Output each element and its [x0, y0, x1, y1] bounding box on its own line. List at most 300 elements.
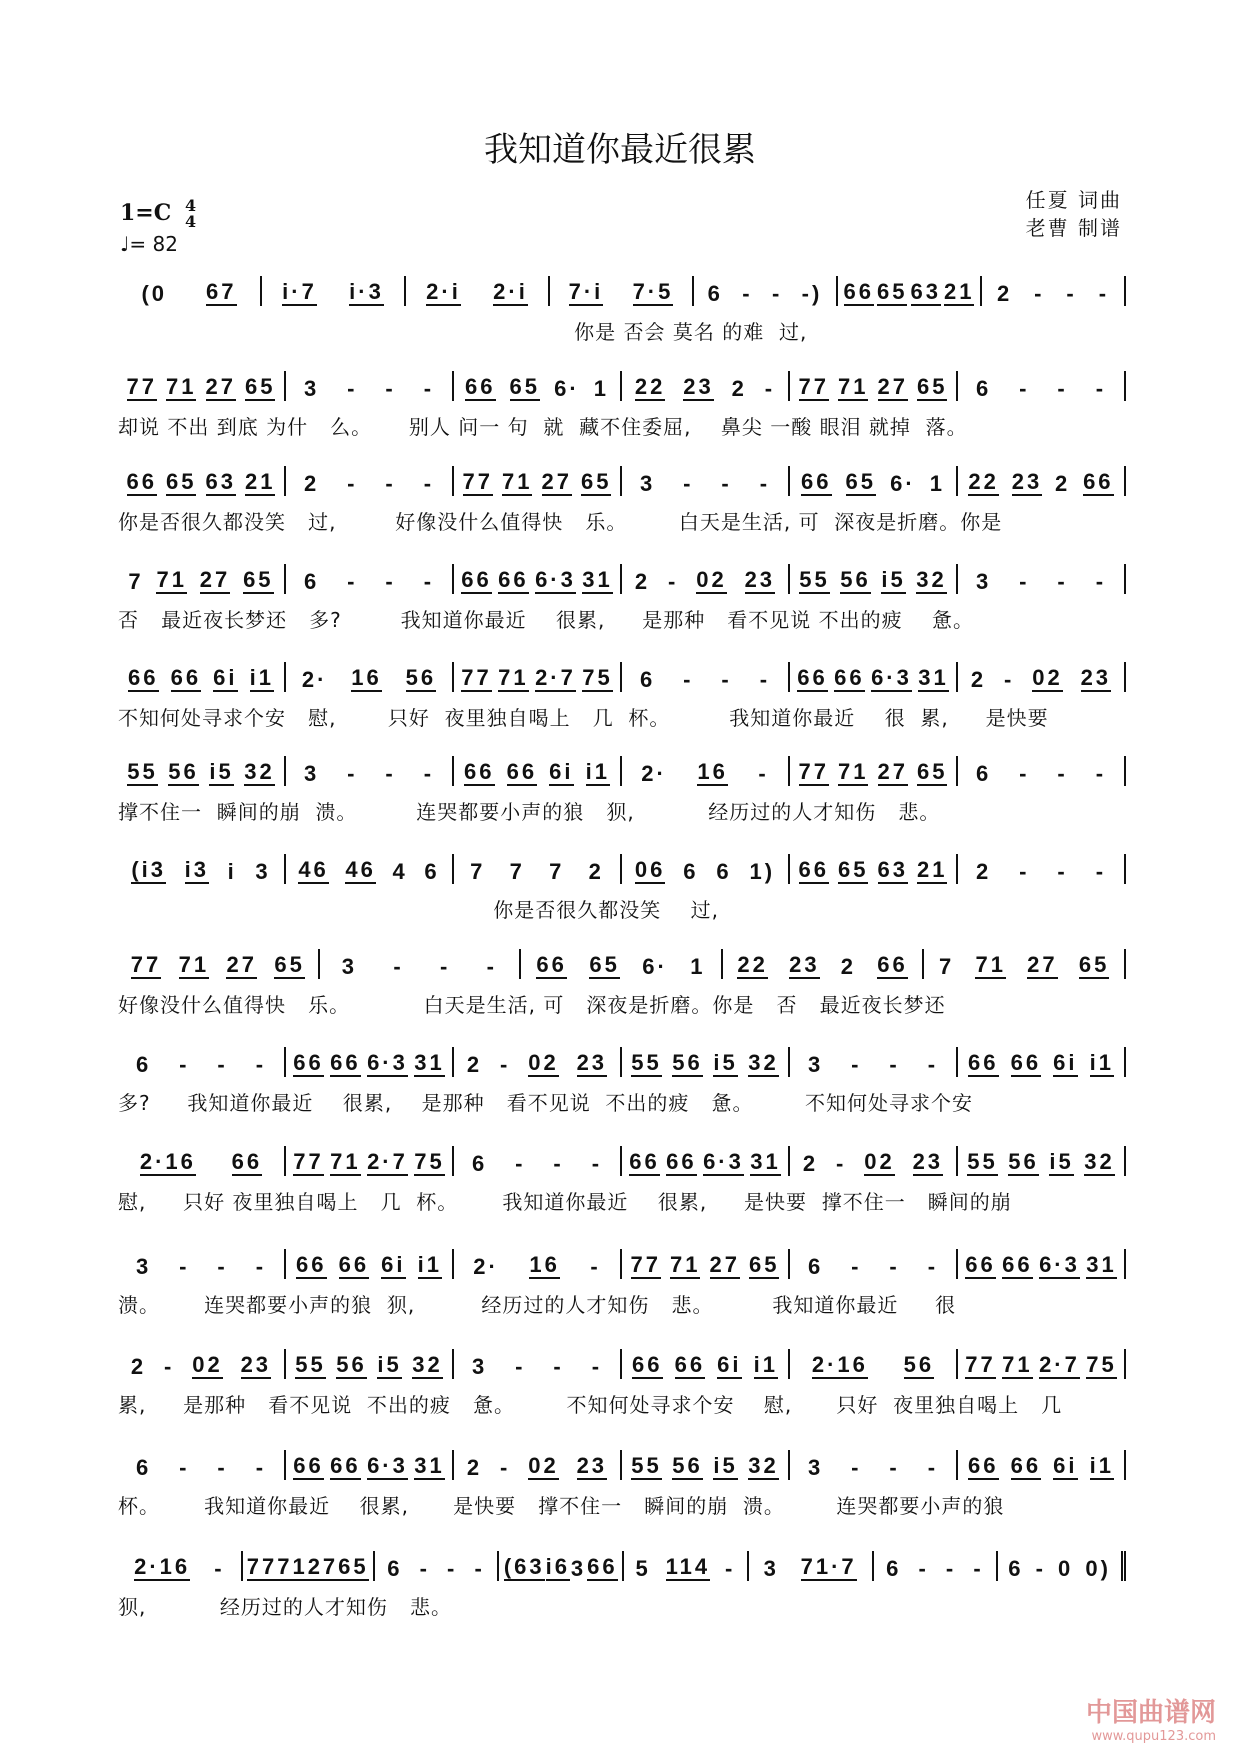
note-group: 2 — [466, 1455, 483, 1480]
note-group: 66 — [170, 665, 202, 690]
note-group: 2 — [970, 667, 987, 692]
note-group: - — [217, 1254, 228, 1279]
note-group: 31 — [750, 1149, 781, 1174]
measure — [286, 662, 454, 692]
note-group: - — [515, 1151, 526, 1176]
note-group: 66 — [666, 1149, 697, 1174]
note-group: 6·3 — [367, 1050, 408, 1075]
note-group: 22 — [634, 374, 666, 399]
note-group: 21 — [917, 857, 948, 882]
score-line — [118, 560, 1126, 633]
note-group: 56 — [840, 567, 871, 592]
measure — [622, 371, 790, 401]
note-group: 6 — [135, 1052, 152, 1077]
note-group: (63 — [503, 1554, 545, 1579]
note-group: i1 — [1089, 1050, 1114, 1075]
note-group: - — [1095, 859, 1107, 884]
score-line — [118, 272, 1126, 345]
measure — [118, 854, 286, 884]
note-group: 32 — [748, 1050, 779, 1075]
note-group: - — [179, 1052, 190, 1077]
note-group: 27 — [307, 1554, 339, 1579]
note-group: 2 — [802, 1151, 819, 1176]
measure — [286, 564, 454, 594]
note-group: - — [423, 376, 435, 401]
note-group: - — [1034, 281, 1045, 306]
note-group: 6 — [639, 667, 656, 692]
note-group: 7 — [938, 954, 955, 979]
measure — [958, 564, 1126, 594]
note-group: 2 — [996, 281, 1013, 306]
note-group: - — [423, 471, 435, 496]
note-group: 6·3 — [535, 567, 576, 592]
note-group: - — [217, 1455, 228, 1480]
note-group: - — [447, 1556, 458, 1581]
note-group: 66 — [293, 1453, 324, 1478]
note-group: i·7 — [282, 279, 317, 304]
note-group: 75 — [1086, 1352, 1117, 1377]
note-group: 6 — [683, 859, 699, 884]
note-group: 27 — [1027, 952, 1058, 977]
measure — [958, 1047, 1126, 1077]
note-group: 77 — [126, 374, 157, 399]
key: 1=C — [120, 200, 172, 226]
measure — [118, 466, 286, 496]
note-group: - — [851, 1455, 862, 1480]
lyrics-row: 狈, 经历过的人才知伤 悲。 — [118, 1595, 453, 1619]
time-signature — [185, 198, 196, 230]
note-group: - — [683, 471, 694, 496]
note-group: - — [347, 376, 358, 401]
note-group: - — [889, 1052, 900, 1077]
note-group: 0 — [1058, 1556, 1074, 1581]
notes-row — [118, 752, 1126, 786]
note-group: - — [764, 376, 776, 401]
note-group: 46 — [298, 857, 329, 882]
note-group: - — [1019, 761, 1030, 786]
measure — [454, 1047, 622, 1077]
note-group: 66 — [231, 1149, 263, 1174]
lyrics-row: 你是 否会 莫名 的难 过, — [118, 320, 808, 344]
note-group: 46 — [345, 857, 376, 882]
notes-row — [118, 367, 1126, 401]
note-group: 66 — [128, 665, 159, 690]
note-group: - — [836, 1151, 847, 1176]
time-bottom: 4 — [184, 212, 197, 231]
measure — [723, 949, 925, 979]
score-line — [118, 658, 1126, 731]
note-group: 114 — [665, 1554, 711, 1579]
measure — [790, 1146, 958, 1176]
notes-row — [118, 1043, 1126, 1077]
note-group: - — [255, 1455, 267, 1480]
note-group: - — [515, 1354, 526, 1379]
note-group: 2·7 — [1039, 1352, 1080, 1377]
score-line — [118, 367, 1126, 440]
note-group: i5 — [377, 1352, 402, 1377]
note-group: 55 — [295, 1352, 326, 1377]
measure — [320, 949, 522, 979]
note-group: - — [758, 761, 769, 786]
note-group: 32 — [412, 1352, 443, 1377]
note-group: i3 — [184, 857, 209, 882]
note-group: 32 — [748, 1453, 779, 1478]
measure — [958, 1146, 1126, 1176]
measure — [958, 1450, 1126, 1480]
note-group: - — [423, 761, 435, 786]
watermark-url: www.qupu123.com — [1091, 1729, 1216, 1744]
note-group: 71 — [330, 1149, 361, 1174]
song-title: 我知道你最近很累 — [484, 130, 756, 170]
note-group: 71 — [178, 952, 210, 977]
note-group: 2 — [634, 569, 651, 594]
lyrics-row: 不知何处寻求个安 慰, 只好 夜里独自喝上 几 杯。 我知道你最近 很 累, 是快要 — [118, 706, 1049, 730]
note-group: 66 — [968, 1050, 999, 1075]
note-group: 3 — [570, 1556, 587, 1581]
lyrics-row: 你是否很久都没笑 过, 好像没什么值得快 乐。 白天是生活, 可 深夜是折磨。你是 — [118, 510, 1003, 534]
note-group: 65 — [274, 952, 305, 977]
note-group: - — [439, 954, 451, 979]
note-group: 6 — [303, 569, 320, 594]
note-group: i5 — [209, 759, 234, 784]
lyrics-row: 你是否很久都没笑 过, — [118, 898, 720, 922]
measure — [982, 276, 1126, 306]
note-group: i — [227, 859, 237, 884]
tempo-marking: ♩= 82 — [120, 232, 178, 256]
note-group: - — [385, 569, 396, 594]
score-line — [118, 1547, 1126, 1620]
note-group: 3 — [341, 954, 357, 979]
note-group: 55 — [799, 567, 830, 592]
note-group: 27 — [877, 759, 908, 784]
measure — [454, 756, 622, 786]
note-group: 31 — [918, 665, 949, 690]
note-group: 56 — [672, 1453, 703, 1478]
note-group: 56 — [903, 1352, 935, 1377]
note-group: 55 — [631, 1050, 662, 1075]
note-group: 66 — [877, 952, 908, 977]
note-group: - — [927, 1052, 939, 1077]
time-top: 4 — [184, 196, 197, 215]
note-group: - — [500, 1052, 511, 1077]
measure — [790, 662, 958, 692]
note-group: 32 — [244, 759, 275, 784]
lyrics-row: 否 最近夜长梦还 多? 我知道你最近 很累, 是那种 看不见说 不出的疲 惫。 — [118, 608, 975, 632]
measure — [749, 1551, 874, 1581]
note-group: - — [945, 1556, 957, 1581]
note-group: - — [1035, 1556, 1046, 1581]
measure — [118, 564, 286, 594]
note-group: 31 — [582, 567, 613, 592]
note-group: 56 — [336, 1352, 367, 1377]
note-group: 56 — [405, 665, 437, 690]
note-group: 65 — [338, 1554, 369, 1579]
measure — [286, 371, 454, 401]
note-group: 6·3 — [871, 665, 912, 690]
note-group: 3 — [303, 376, 320, 401]
watermark — [1086, 1692, 1216, 1744]
note-group: 71 — [502, 469, 533, 494]
note-group: 22 — [737, 952, 768, 977]
measure — [286, 756, 454, 786]
note-group: i1 — [585, 759, 610, 784]
note-group: - — [1019, 569, 1030, 594]
note-group: 2·i — [426, 279, 461, 304]
score-line — [118, 1345, 1126, 1418]
note-group: 66 — [536, 952, 567, 977]
note-group: - — [759, 667, 771, 692]
note-group: 2· — [473, 1254, 499, 1279]
note-group: i1 — [417, 1252, 442, 1277]
note-group: - — [742, 281, 753, 306]
note-group: - — [918, 1556, 929, 1581]
note-group: - — [889, 1254, 900, 1279]
note-group: 63 — [910, 279, 941, 304]
measure — [118, 949, 320, 979]
note-group: 66 — [587, 1554, 618, 1579]
note-group: i·3 — [349, 279, 384, 304]
note-group: 65 — [845, 469, 877, 494]
notes-row — [118, 1345, 1126, 1379]
measure — [454, 466, 622, 496]
measure — [118, 1249, 286, 1279]
measure — [622, 466, 790, 496]
measure — [286, 1349, 454, 1379]
note-group: 6i — [381, 1252, 406, 1277]
score-line — [118, 462, 1126, 535]
measure — [790, 854, 958, 884]
note-group: 66 — [506, 759, 538, 784]
note-group: 67 — [206, 279, 237, 304]
note-group: 23 — [744, 567, 776, 592]
lyrics-row: 撑不住一 瞬间的崩 溃。 连哭都要小声的狼 狈, 经历过的人才知伤 悲。 — [118, 800, 941, 824]
note-group: 66 — [801, 469, 832, 494]
measure — [790, 564, 958, 594]
measure — [790, 756, 958, 786]
note-group: 75 — [582, 665, 613, 690]
note-group: 2· — [301, 667, 328, 692]
note-group: 27 — [226, 952, 257, 977]
note-group: 16 — [351, 665, 382, 690]
measure — [118, 1450, 286, 1480]
note-group: 1 — [690, 954, 706, 979]
note-group: 1) — [749, 859, 776, 884]
note-group: 71 — [838, 374, 869, 399]
note-group: 3 — [975, 569, 992, 594]
note-group: 6 — [975, 761, 992, 786]
note-group: 6 — [387, 1556, 403, 1581]
note-group: - — [721, 667, 732, 692]
note-group: 65 — [917, 374, 948, 399]
measure — [454, 1146, 622, 1176]
note-group: 23 — [683, 374, 714, 399]
note-group: 2 — [1055, 471, 1071, 496]
measure — [118, 276, 262, 306]
note-group: 2·7 — [535, 665, 576, 690]
note-group: - — [725, 1556, 736, 1581]
measure — [838, 276, 982, 306]
notes-row — [118, 850, 1126, 884]
score-line — [118, 1446, 1126, 1519]
note-group: 71 — [838, 759, 869, 784]
note-group: - — [1057, 859, 1068, 884]
note-group: 75 — [414, 1149, 445, 1174]
note-group: - — [721, 471, 732, 496]
note-group: 56 — [672, 1050, 703, 1075]
note-group: 6i — [717, 1352, 742, 1377]
note-group: i1 — [1089, 1453, 1114, 1478]
note-group: - — [423, 569, 435, 594]
note-group: 21 — [245, 469, 276, 494]
measure — [622, 854, 790, 884]
note-group: 66 — [965, 1252, 996, 1277]
notes-row — [118, 658, 1126, 692]
note-group: - — [851, 1052, 862, 1077]
note-group: 71 — [277, 1554, 308, 1579]
note-group: - — [1095, 761, 1107, 786]
note-group: - — [553, 1151, 564, 1176]
note-group: 27 — [709, 1252, 740, 1277]
arranger: 老曹 制谱 — [1025, 216, 1122, 240]
score-line — [118, 945, 1126, 1018]
note-group: - — [1019, 376, 1030, 401]
note-group: - — [500, 1455, 511, 1480]
note-group: 27 — [877, 374, 908, 399]
note-group: - — [164, 1354, 175, 1379]
note-group: 6i — [213, 665, 238, 690]
note-group: 77 — [293, 1149, 324, 1174]
note-group: - — [179, 1455, 190, 1480]
note-group: 2 — [130, 1354, 147, 1379]
measure — [521, 949, 723, 979]
note-group: 23 — [576, 1050, 608, 1075]
lyrics-row: 溃。 连哭都要小声的狼 狈, 经历过的人才知伤 悲。 我知道你最近 很 — [118, 1293, 957, 1317]
note-group: 6 — [975, 376, 992, 401]
measure — [958, 466, 1126, 496]
note-group: 6 — [886, 1556, 902, 1581]
measure — [622, 756, 790, 786]
note-group: 77 — [630, 1252, 661, 1277]
note-group: - — [474, 1556, 485, 1581]
note-group: 71 — [975, 952, 1006, 977]
measure — [454, 1450, 622, 1480]
note-group: i1 — [249, 665, 274, 690]
note-group: 3 — [807, 1455, 824, 1480]
note-group: 66 — [1010, 1050, 1042, 1075]
measure — [958, 1349, 1126, 1379]
note-group: 16 — [529, 1252, 560, 1277]
note-group: 2 — [840, 954, 857, 979]
measure — [790, 371, 958, 401]
note-group: 16 — [697, 759, 728, 784]
measure — [375, 1551, 500, 1581]
note-group: i5 — [713, 1453, 738, 1478]
note-group: - — [255, 1052, 267, 1077]
note-group: 31 — [414, 1453, 445, 1478]
note-group: 06 — [634, 857, 666, 882]
note-group: 2·16 — [134, 1554, 191, 1579]
measure — [622, 1450, 790, 1480]
lyrics-row: 多? 我知道你最近 很累, 是那种 看不见说 不出的疲 惫。 不知何处寻求个安 — [118, 1091, 973, 1115]
measure — [118, 1551, 243, 1581]
note-group: 66 — [629, 1149, 660, 1174]
measure — [243, 1551, 375, 1581]
measure — [958, 854, 1126, 884]
note-group: - — [590, 1254, 601, 1279]
note-group: 23 — [1080, 665, 1112, 690]
measure — [790, 466, 958, 496]
measure — [622, 1249, 790, 1279]
measure — [286, 1146, 454, 1176]
measure — [262, 276, 406, 306]
note-group: 66 — [834, 665, 865, 690]
note-group: 66 — [1002, 1252, 1033, 1277]
notes-row — [118, 272, 1126, 306]
note-group: 02 — [528, 1050, 559, 1075]
note-group: 23 — [1011, 469, 1043, 494]
note-group: 77 — [965, 1352, 996, 1377]
note-group: 66 — [464, 759, 495, 784]
measure — [454, 1349, 622, 1379]
lyrics-row: 好像没什么值得快 乐。 白天是生活, 可 深夜是折磨。你是 否 最近夜长梦还 — [118, 993, 946, 1017]
measure — [622, 1047, 790, 1077]
measure — [286, 854, 454, 884]
note-group: - — [1066, 281, 1077, 306]
lyrics-row: 杯。 我知道你最近 很累, 是快要 撑不住一 瞬间的崩 溃。 连哭都要小声的狼 — [118, 1494, 1005, 1518]
measure — [286, 1249, 454, 1279]
note-group: - — [347, 761, 358, 786]
note-group: 7 — [549, 859, 565, 884]
measure — [790, 1047, 958, 1077]
note-group: 77 — [462, 469, 493, 494]
note-group: 65 — [243, 567, 274, 592]
measure — [550, 276, 694, 306]
note-group: 6 — [707, 281, 723, 306]
measure — [694, 276, 838, 306]
note-group: 22 — [968, 469, 999, 494]
note-group: 56 — [1008, 1149, 1039, 1174]
note-group: 2·16 — [811, 1352, 868, 1377]
notes-row — [118, 1547, 1126, 1581]
note-group: 7·5 — [632, 279, 674, 304]
note-group: 66 — [1010, 1453, 1042, 1478]
note-group: - — [553, 1354, 564, 1379]
note-group: - — [1019, 859, 1030, 884]
score-line — [118, 1043, 1126, 1116]
note-group: 2·i — [493, 279, 528, 304]
note-group: 1 — [929, 471, 945, 496]
note-group: 6·3 — [367, 1453, 408, 1478]
note-group: - — [347, 569, 358, 594]
measure — [118, 662, 286, 692]
note-group: -) — [801, 281, 823, 306]
note-group: 2 — [731, 376, 747, 401]
measure — [118, 1047, 286, 1077]
note-group: - — [347, 471, 358, 496]
note-group: - — [1004, 667, 1015, 692]
note-group: 6 — [807, 1254, 824, 1279]
note-group: - — [385, 761, 396, 786]
note-group: 65 — [581, 469, 612, 494]
note-group: (0 — [141, 281, 168, 306]
score-line — [118, 752, 1126, 825]
measure — [874, 1551, 999, 1581]
note-group: 77 — [798, 374, 829, 399]
note-group: 4 — [392, 859, 408, 884]
notes-row — [118, 462, 1126, 496]
measure — [790, 1249, 958, 1279]
note-group: 55 — [631, 1453, 662, 1478]
